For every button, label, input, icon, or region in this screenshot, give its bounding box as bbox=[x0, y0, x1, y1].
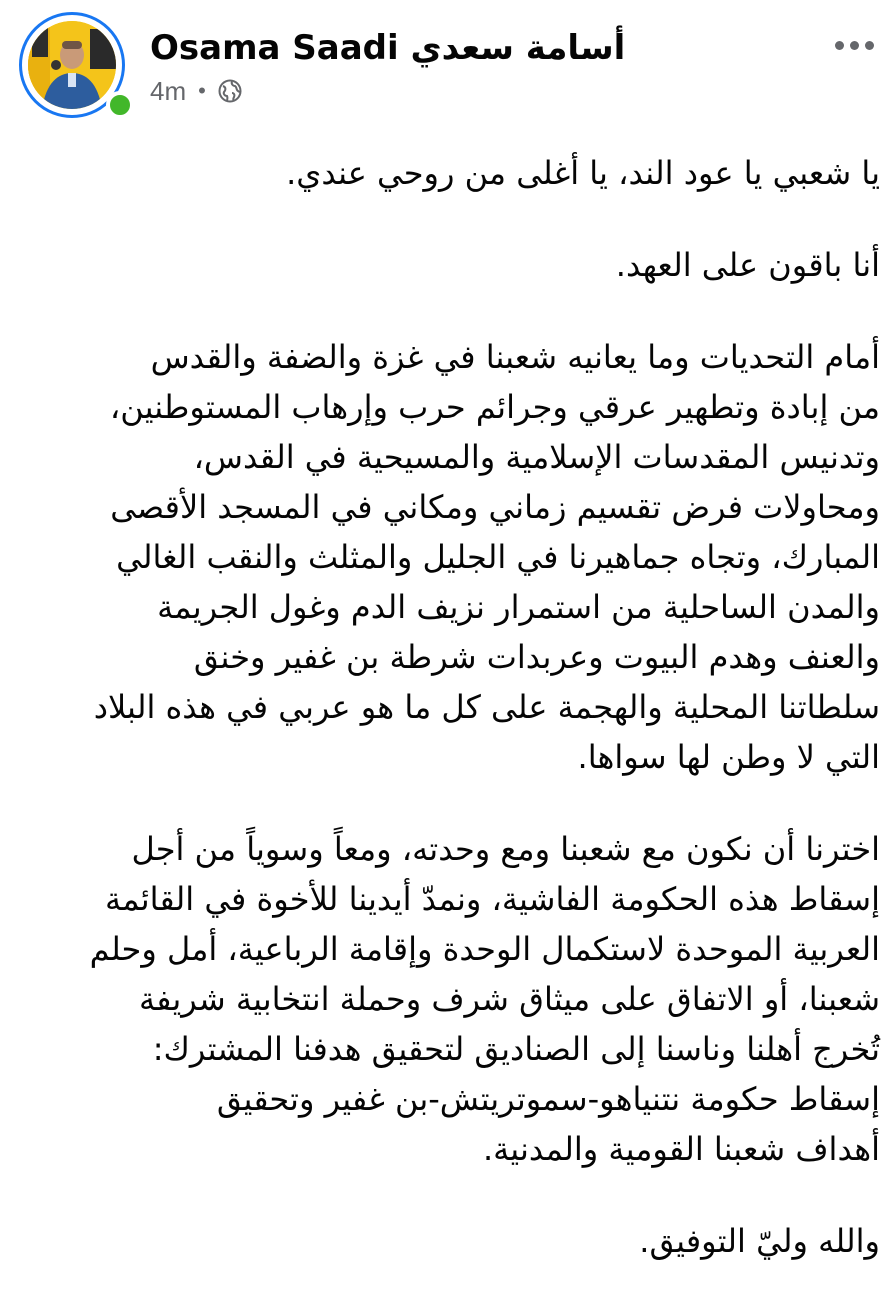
avatar[interactable] bbox=[28, 21, 116, 109]
post-timestamp[interactable]: 4m bbox=[150, 75, 187, 106]
post-text-line: أهداف شعبنا القومية والمدنية. bbox=[482, 1130, 880, 1168]
post-paragraph bbox=[20, 824, 880, 1174]
post-meta bbox=[150, 74, 242, 108]
post-text-line: والعنف وهدم البيوت وعربدات شرطة بن غفير وخنق bbox=[193, 638, 880, 676]
online-status-badge bbox=[106, 91, 134, 119]
post-text-line: إسقاط هذه الحكومة الفاشية، ونمدّ أيدينا للأخوة في القائمة bbox=[105, 880, 880, 918]
post-text-line: أمام التحديات وما يعانيه شعبنا في غزة والضفة والقدس bbox=[150, 338, 880, 376]
post-text-line: والمدن الساحلية من استمرار نزيف الدم وغول الجريمة bbox=[157, 588, 880, 626]
globe-icon[interactable] bbox=[218, 79, 242, 103]
more-dots-icon bbox=[835, 41, 844, 50]
post-text-line: شعبنا، أو الاتفاق على ميثاق شرف وحملة انتخابية شريفة bbox=[139, 980, 880, 1018]
post-text-line: يا شعبي يا عود الند، يا أغلى من روحي عندي. bbox=[286, 154, 880, 192]
post-text-line: تُخرج أهلنا وناسنا إلى الصناديق لتحقيق هدفنا المشترك: bbox=[152, 1030, 880, 1068]
post-text bbox=[20, 148, 880, 1308]
more-options-button[interactable] bbox=[826, 28, 882, 62]
post-text-line: وتدنيس المقدسات الإسلامية والمسيحية في القدس، bbox=[193, 438, 880, 476]
post-text-line: التي لا وطن لها سواها. bbox=[577, 738, 880, 776]
more-dots-icon bbox=[850, 41, 859, 50]
post-text-line: من إبادة وتطهير عرقي وجرائم حرب وإرهاب المستوطنين، bbox=[109, 388, 880, 426]
post-paragraph bbox=[20, 332, 880, 782]
post-text-line: والله وليّ التوفيق. bbox=[639, 1222, 880, 1260]
post-text-line: ومحاولات فرض تقسيم زماني ومكاني في المسجد الأقصى bbox=[110, 488, 880, 526]
meta-separator: • bbox=[198, 78, 206, 103]
post-text-line: المبارك، وتجاه جماهيرنا في الجليل والمثلث والنقب الغالي bbox=[116, 538, 880, 576]
post-paragraph bbox=[20, 148, 880, 198]
author-name[interactable]: Osama Saadi أسامة سعدي bbox=[150, 28, 626, 68]
post-header bbox=[0, 0, 895, 125]
post-text-line: العربية الموحدة لاستكمال الوحدة وإقامة الرباعية، أمل وحلم bbox=[89, 930, 880, 968]
post-paragraph bbox=[20, 1216, 880, 1266]
avatar-container[interactable] bbox=[19, 12, 131, 124]
more-dots-icon bbox=[865, 41, 874, 50]
post-text-line: أنا باقون على العهد. bbox=[615, 246, 880, 284]
post-text-line: سلطاتنا المحلية والهجمة على كل ما هو عربي في هذه البلاد bbox=[93, 688, 880, 726]
post-text-line: إسقاط حكومة نتنياهو-سموتريتش-بن غفير وتحقيق bbox=[216, 1080, 880, 1118]
post-paragraph bbox=[20, 240, 880, 290]
profile-photo-image bbox=[28, 21, 116, 109]
post-text-line: اخترنا أن نكون مع شعبنا ومع وحدته، ومعاً وسوياً من أجل bbox=[131, 830, 880, 868]
